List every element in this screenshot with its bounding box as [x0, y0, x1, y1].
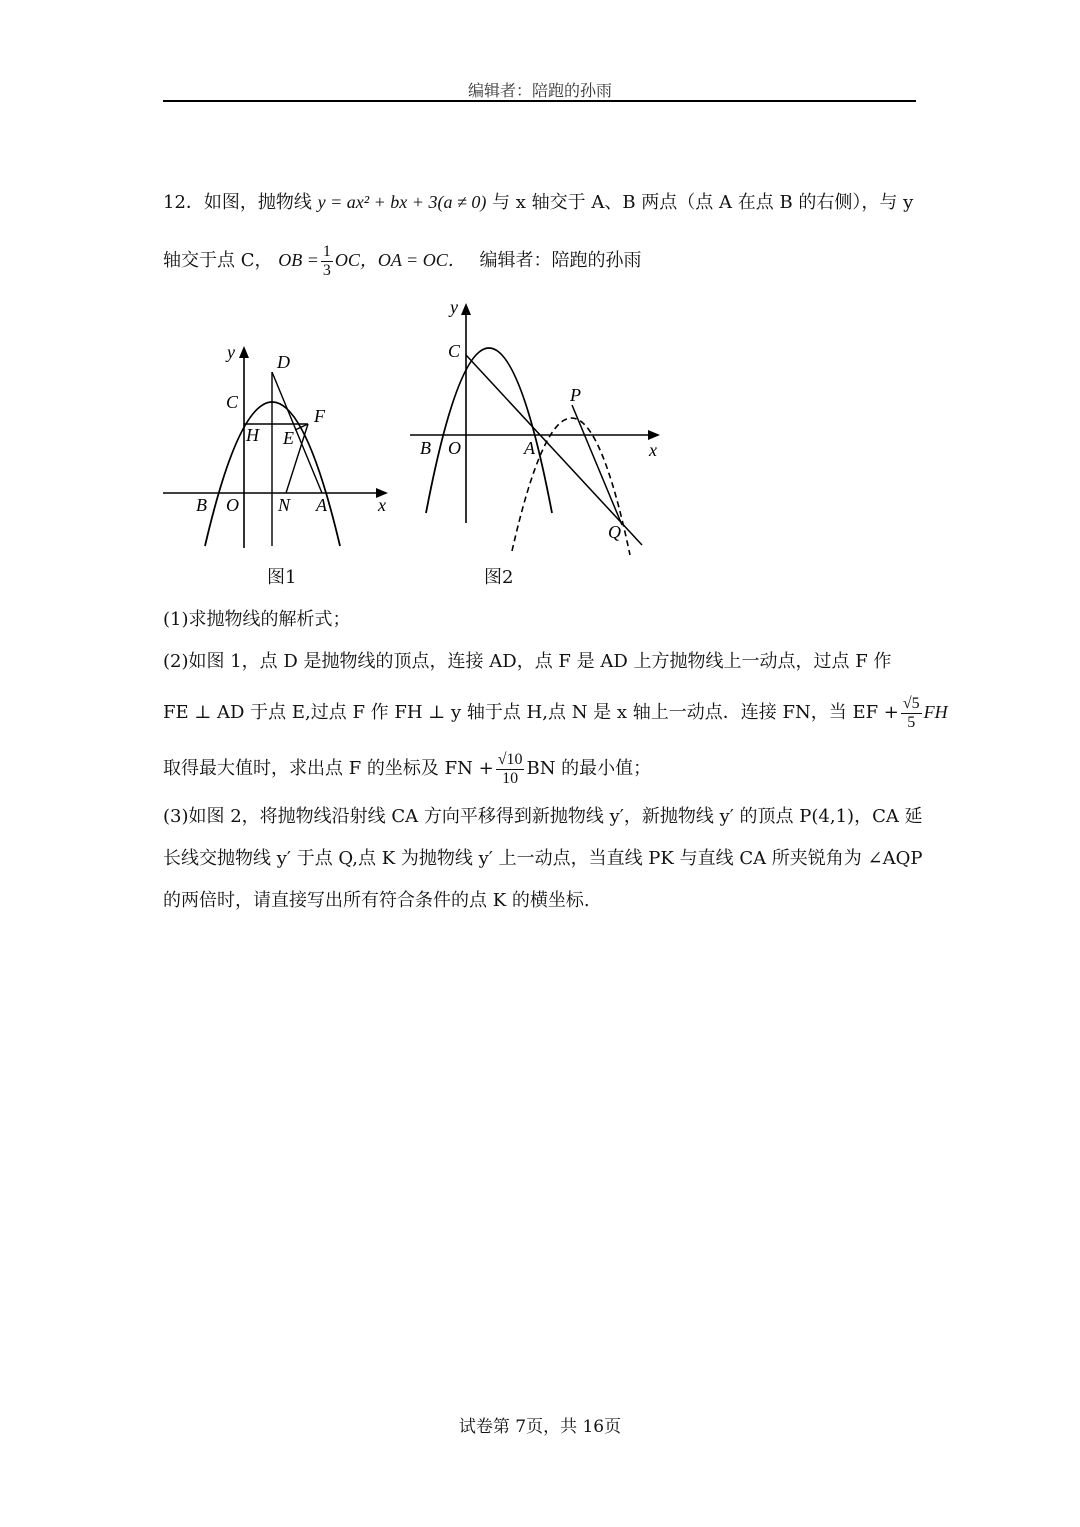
q2-fraction-1: [901, 695, 922, 732]
fig1-label-d: D: [277, 352, 290, 372]
fig1-label-x: x: [378, 495, 386, 515]
problem-number: 12．: [163, 192, 204, 213]
fig1-label-a: A: [316, 495, 327, 515]
problem-line-1: [163, 188, 918, 217]
fig2-parabola: [426, 348, 552, 513]
problem-intro-1: 如图，抛物线: [203, 192, 312, 213]
fig2-label-x: x: [649, 440, 657, 460]
q2-frac1-num: √5: [902, 694, 920, 712]
fig2-label-c: C: [448, 341, 461, 361]
fig2-caption: 图2: [484, 567, 514, 588]
ob-fraction: [321, 243, 333, 280]
fig1-caption: 图1: [267, 567, 297, 588]
question-3-line-1: (3)如图 2，将抛物线沿射线 CA 方向平移得到新抛物线 y′，新抛物线 y′ 的顶点 P(4,1)，CA 延: [163, 806, 923, 827]
fig1-line-ad: [272, 372, 322, 493]
fig2-label-y: y: [450, 297, 458, 317]
fig1-label-e: E: [283, 428, 294, 448]
q2-fraction-2: [496, 751, 525, 788]
problem-line-2: [163, 240, 918, 281]
problem-editor: 编辑者：陪跑的孙雨: [479, 250, 642, 271]
fig1-label-y: y: [227, 342, 235, 362]
fig2-label-p: P: [570, 385, 581, 405]
fig1-y-arrow: [239, 346, 249, 358]
fig2-label-b: B: [420, 438, 431, 458]
question-2-line-1: (2)如图 1，点 D 是抛物线的顶点，连接 AD，点 F 是 AD 上方抛物线上一动点，过点 F 作: [163, 651, 892, 672]
fig2-label-o: O: [448, 438, 461, 458]
ob-frac-num: 1: [322, 242, 331, 260]
ob-lhs: OB =: [278, 250, 319, 270]
fig1-label-h: H: [246, 425, 259, 445]
page-header: 编辑者：陪跑的孙雨: [467, 81, 612, 100]
question-2-line-3: [163, 745, 918, 793]
page-footer: 试卷第 7页，共 16页: [458, 1417, 622, 1437]
fig2-label-q: Q: [608, 522, 621, 542]
q2-frac1-den: 5: [907, 713, 916, 731]
oa-equation: ，OA = OC．: [359, 250, 466, 270]
fig2-line-pq: [572, 405, 622, 525]
fig1-label-n: N: [278, 495, 291, 515]
fig2-y-arrow: [461, 303, 471, 315]
question-3-line-3: 的两倍时，请直接写出所有符合条件的点 K 的横坐标.: [163, 890, 590, 911]
fig2-x-arrow: [648, 430, 660, 440]
fig1-label-o: O: [226, 495, 239, 515]
fig1-label-c: C: [226, 392, 239, 412]
problem-intro-2: 与 x 轴交于 A、B 两点（点 A 在点 B 的右侧），与 y: [492, 192, 914, 213]
ob-rhs: OC: [334, 250, 360, 270]
q2-line3-text: 取得最大值时，求出点 F 的坐标及 FN +: [163, 758, 494, 779]
question-1: (1)求抛物线的解析式；: [163, 609, 351, 630]
fig1-label-b: B: [196, 495, 207, 515]
problem-equation: y = ax² + bx + 3(a ≠ 0): [317, 192, 487, 212]
figure-2: [400, 293, 675, 563]
q2-line3-tail: BN 的最小值；: [526, 758, 652, 779]
ob-frac-den: 3: [322, 261, 331, 279]
fig2-line-cq: [466, 355, 642, 545]
q2-frac2-num: √10: [497, 750, 523, 768]
fig1-label-f: F: [314, 406, 325, 426]
fig2-label-a: A: [524, 438, 535, 458]
question-2-line-2: [163, 688, 948, 737]
q2-line2-tail: FH: [923, 702, 948, 722]
question-3-line-2: 长线交抛物线 y′ 于点 Q,点 K 为抛物线 y′ 上一动点，当直线 PK 与直线 CA 所夹锐角为 ∠AQP: [163, 848, 923, 869]
header-rule: [163, 100, 916, 102]
q2-frac2-den: 10: [502, 769, 519, 787]
q2-line2-text: FE ⊥ AD 于点 E,过点 F 作 FH ⊥ y 轴于点 H,点 N 是 x 轴上一动点．连接 FN，当 EF +: [163, 702, 899, 723]
figure-1: [150, 338, 400, 558]
problem-intro-3: 轴交于点 C，: [163, 250, 273, 271]
